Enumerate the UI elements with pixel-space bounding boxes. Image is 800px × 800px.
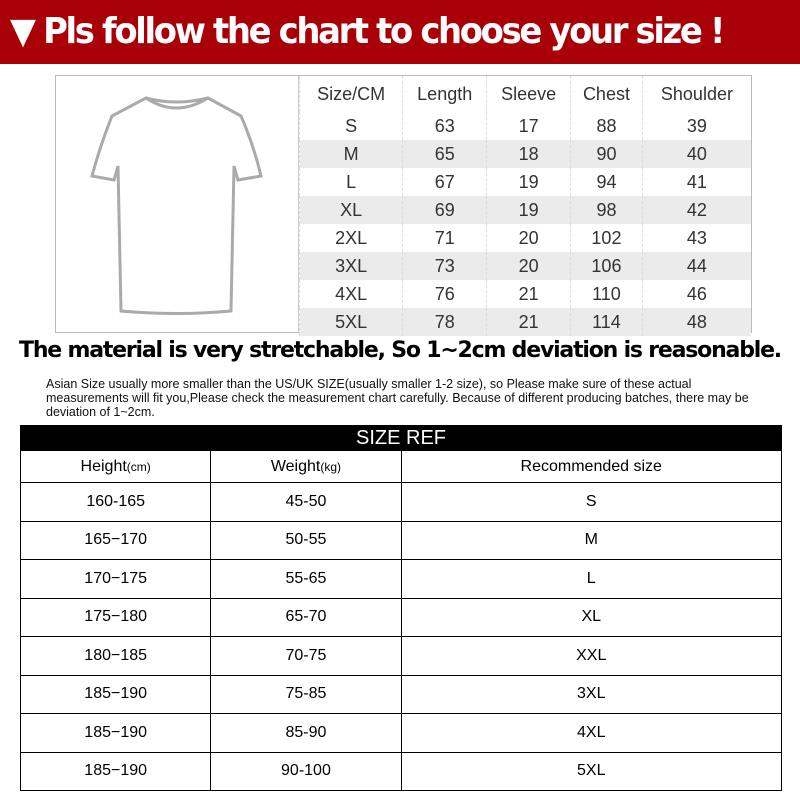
table-cell: 3XL (300, 252, 403, 280)
table-cell: XL (300, 196, 403, 224)
table-cell: 75-85 (211, 675, 401, 714)
table-cell: 48 (642, 308, 751, 336)
table-cell: 21 (487, 280, 571, 308)
table-cell: 90 (571, 140, 643, 168)
size-ref-table (20, 425, 782, 791)
table-cell: 175−180 (21, 598, 211, 637)
tshirt-illustration (56, 76, 299, 332)
table-row (21, 752, 782, 791)
table-cell: 76 (403, 280, 487, 308)
table-cell: 2XL (300, 224, 403, 252)
column-header: Size/CM (300, 76, 403, 112)
table-cell: 180−185 (21, 637, 211, 676)
table-cell: M (300, 140, 403, 168)
table-cell: S (401, 483, 781, 522)
column-header: Chest (571, 76, 643, 112)
table-cell: 4XL (300, 280, 403, 308)
table-cell: 5XL (300, 308, 403, 336)
table-cell: 20 (487, 224, 571, 252)
table-cell: 88 (571, 112, 643, 140)
table-cell: 185−190 (21, 675, 211, 714)
table-cell: 55-65 (211, 560, 401, 599)
table-row (21, 521, 782, 560)
table-cell: L (300, 168, 403, 196)
table-cell: M (401, 521, 781, 560)
table-cell: 65 (403, 140, 487, 168)
banner-text: ▼ Pls follow the chart to choose your size ! (10, 11, 724, 52)
table-cell: 50-55 (211, 521, 401, 560)
table-cell: 4XL (401, 714, 781, 753)
measurement-panel (55, 75, 752, 333)
height-unit: (cm) (126, 459, 151, 474)
table-cell: 69 (403, 196, 487, 224)
table-cell: 165−170 (21, 521, 211, 560)
recommended-header: Recommended size (401, 451, 781, 483)
table-cell: 42 (642, 196, 751, 224)
table-row (300, 196, 752, 224)
table-cell: 17 (487, 112, 571, 140)
table-row (21, 560, 782, 599)
column-header: Shoulder (642, 76, 751, 112)
table-cell: 73 (403, 252, 487, 280)
table-row (21, 714, 782, 753)
table-cell: 19 (487, 196, 571, 224)
weight-label: Weight (270, 457, 321, 475)
table-row (300, 140, 752, 168)
size-ref-title: SIZE REF (21, 426, 782, 451)
table-cell: 45-50 (211, 483, 401, 522)
tshirt-icon (56, 76, 299, 334)
table-cell: 63 (403, 112, 487, 140)
table-cell: 90-100 (211, 752, 401, 791)
table-cell: 110 (571, 280, 643, 308)
table-row (21, 598, 782, 637)
weight-unit: (kg) (320, 459, 342, 474)
table-cell: 5XL (401, 752, 781, 791)
table-cell: 21 (487, 308, 571, 336)
table-cell: 78 (403, 308, 487, 336)
table-row (300, 308, 752, 336)
table-cell: 19 (487, 168, 571, 196)
table-row (300, 168, 752, 196)
table-cell: 3XL (401, 675, 781, 714)
table-cell: 185−190 (21, 752, 211, 791)
table-cell: 102 (571, 224, 643, 252)
table-cell: 65-70 (211, 598, 401, 637)
table-row (300, 252, 752, 280)
table-cell: 106 (571, 252, 643, 280)
table-row (21, 675, 782, 714)
table-cell: 20 (487, 252, 571, 280)
table-cell: 170−175 (21, 560, 211, 599)
table-cell: 185−190 (21, 714, 211, 753)
table-cell: 46 (642, 280, 751, 308)
table-cell: S (300, 112, 403, 140)
table-cell: 39 (642, 112, 751, 140)
table-cell: 18 (487, 140, 571, 168)
height-header (21, 451, 211, 483)
table-cell: 71 (403, 224, 487, 252)
table-cell: 160-165 (21, 483, 211, 522)
table-row (300, 224, 752, 252)
table-cell: XXL (401, 637, 781, 676)
table-cell: 43 (642, 224, 751, 252)
weight-header (211, 451, 401, 483)
table-cell: 98 (571, 196, 643, 224)
table-row (21, 483, 782, 522)
table-cell: L (401, 560, 781, 599)
table-cell: XL (401, 598, 781, 637)
table-cell: 70-75 (211, 637, 401, 676)
column-header: Length (403, 76, 487, 112)
column-header: Sleeve (487, 76, 571, 112)
table-cell: 94 (571, 168, 643, 196)
banner (0, 0, 800, 64)
stretch-headline: The material is very stretchable, So 1~2cm deviation is reasonable. (19, 338, 781, 363)
height-label: Height (80, 457, 127, 475)
size-note: Asian Size usually more smaller than the US/UK SIZE(usually smaller 1-2 size), so Please make sure of these actual measurements will fit you,Please check the measurement chart carefully. Because of different producing batches, there may be deviation of 1~2cm. (46, 377, 749, 419)
table-row (300, 280, 752, 308)
table-cell: 67 (403, 168, 487, 196)
table-row (300, 112, 752, 140)
table-cell: 44 (642, 252, 751, 280)
table-cell: 114 (571, 308, 643, 336)
table-cell: 85-90 (211, 714, 401, 753)
table-row (21, 637, 782, 676)
table-cell: 40 (642, 140, 751, 168)
measurement-table (299, 76, 751, 336)
table-cell: 41 (642, 168, 751, 196)
